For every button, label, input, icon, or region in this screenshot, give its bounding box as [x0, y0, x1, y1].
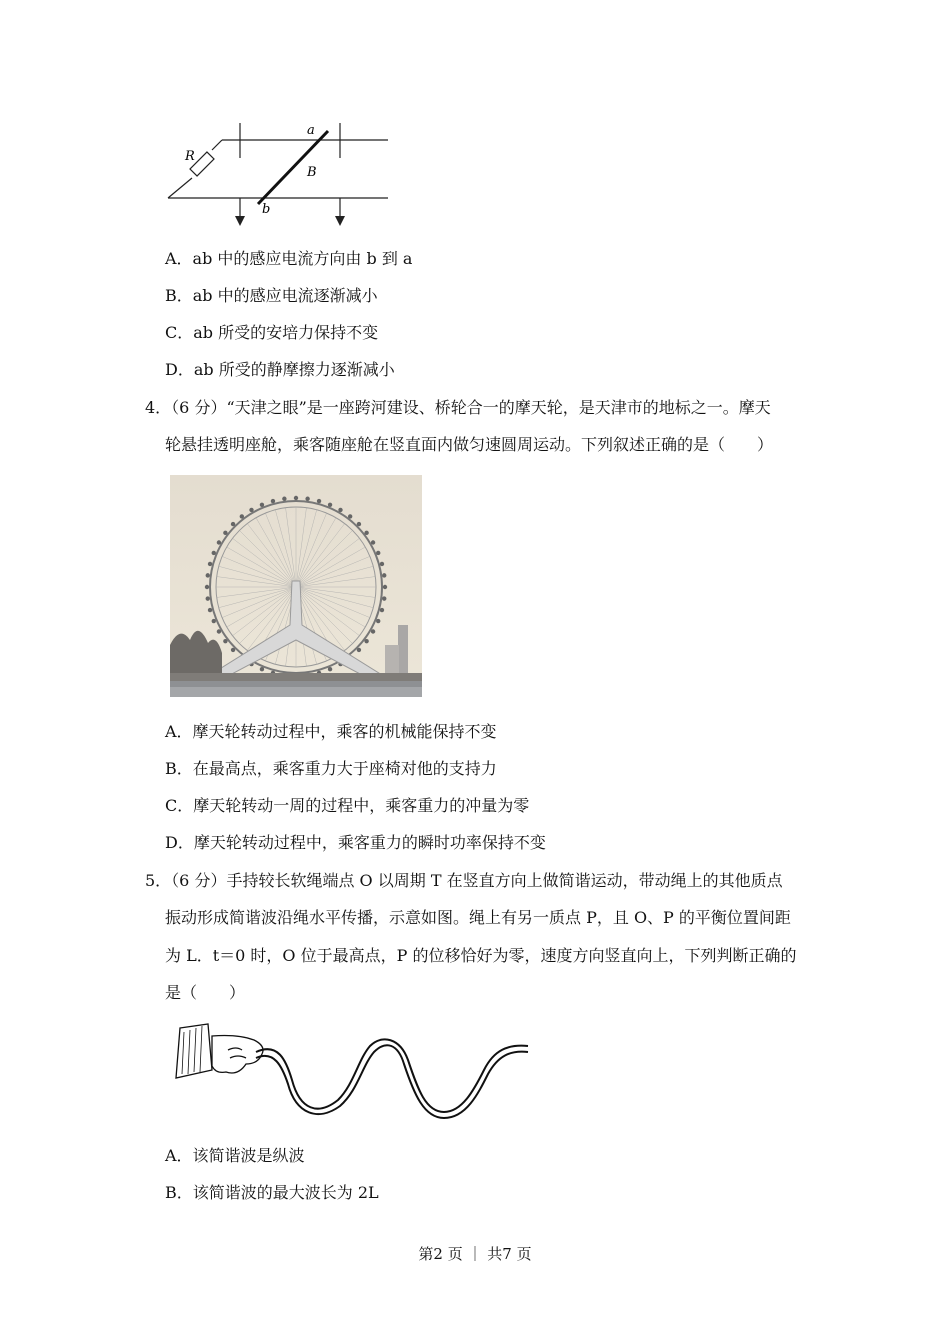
wheel-pod — [357, 648, 361, 652]
wheel-pod — [240, 514, 244, 518]
q4-option-c: C．摩天轮转动一周的过程中，乘客重力的冲量为零 — [165, 796, 530, 815]
wheel-pod — [217, 540, 221, 544]
q3-option-c: C．ab 所受的安培力保持不变 — [165, 323, 379, 342]
wheel-pod — [282, 497, 286, 501]
q4-option-b: B．在最高点，乘客重力大于座椅对他的支持力 — [165, 759, 497, 778]
wheel-pod — [328, 667, 332, 671]
q3-option-b: B．ab 中的感应电流逐渐减小 — [165, 286, 378, 305]
wheel-pod — [382, 596, 386, 600]
wheel-pod — [357, 522, 361, 526]
q3-option-d: D．ab 所受的静摩擦力逐渐减小 — [165, 360, 395, 379]
label-b: b — [262, 202, 271, 217]
wheel-pod — [271, 499, 275, 503]
wheel-pod — [376, 551, 380, 555]
label-R: R — [185, 149, 195, 164]
wheel-pod — [294, 496, 298, 500]
wheel-pod — [371, 540, 375, 544]
q5-stem-line3: 为 L．t＝0 时，O 位于最高点，P 的位移恰好为零，速度方向竖直向上，下列判断正确的 — [165, 946, 797, 965]
wheel-pod — [364, 639, 368, 643]
wheel-pod — [328, 503, 332, 507]
q5-stem-line4: 是（ ） — [165, 983, 246, 1002]
q4-option-d: D．摩天轮转动过程中，乘客重力的瞬时功率保持不变 — [165, 833, 546, 852]
wheel-pod — [260, 503, 264, 507]
wheel-pod — [382, 573, 386, 577]
wheel-pod — [223, 531, 227, 535]
wheel-pod — [364, 531, 368, 535]
q4-stem-line2: 轮悬挂透明座舱，乘客随座舱在竖直面内做匀速圆周运动。下列叙述正确的是（ ） — [165, 435, 774, 454]
q5-stem-line2: 振动形成简谐波沿绳水平传播，示意如图。绳上有另一质点 P，且 O、P 的平衡位置间距 — [165, 908, 791, 927]
wheel-pod — [212, 619, 216, 623]
wheel-pod — [249, 508, 253, 512]
wheel-pod — [206, 596, 210, 600]
wheel-pod — [380, 608, 384, 612]
wheel-pod — [371, 629, 375, 633]
wheel-pod — [305, 497, 309, 501]
q4-stem-line1: 4．（6 分）“天津之眼”是一座跨河建设、桥轮合一的摩天轮，是天津市的地标之一。摩天 — [145, 398, 771, 417]
label-B: B — [307, 165, 317, 180]
wheel-pod — [212, 551, 216, 555]
wheel-pod — [338, 508, 342, 512]
wheel-pod — [317, 499, 321, 503]
wheel-pod — [223, 639, 227, 643]
q4-option-a: A．摩天轮转动过程中，乘客的机械能保持不变 — [165, 722, 497, 741]
wheel-pod — [380, 562, 384, 566]
wheel-pod — [376, 619, 380, 623]
wheel-pod — [231, 522, 235, 526]
wheel-pod — [208, 608, 212, 612]
wheel-pod — [217, 629, 221, 633]
wheel-pod — [206, 573, 210, 577]
page-footer: 第2 页 ｜ 共7 页 — [418, 1245, 532, 1263]
q3-option-a: A．ab 中的感应电流方向由 b 到 a — [165, 249, 413, 268]
force-arrows — [230, 196, 350, 226]
wheel-pod — [260, 667, 264, 671]
q5-option-a: A．该简谐波是纵波 — [165, 1146, 305, 1165]
wheel-pod — [231, 648, 235, 652]
q5-option-b: B．该简谐波的最大波长为 2L — [165, 1183, 379, 1202]
q5-stem-line1: 5．（6 分）手持较长软绳端点 O 以周期 T 在竖直方向上做简谐运动，带动绳上的其他质点 — [145, 871, 783, 890]
wheel-pod — [205, 585, 209, 589]
rope-wave-figure — [168, 1020, 533, 1120]
ferris-wheel-photo — [170, 475, 422, 697]
wheel-pod — [383, 585, 387, 589]
wheel-pod — [348, 514, 352, 518]
wheel-pod — [208, 562, 212, 566]
label-a: a — [307, 123, 315, 138]
